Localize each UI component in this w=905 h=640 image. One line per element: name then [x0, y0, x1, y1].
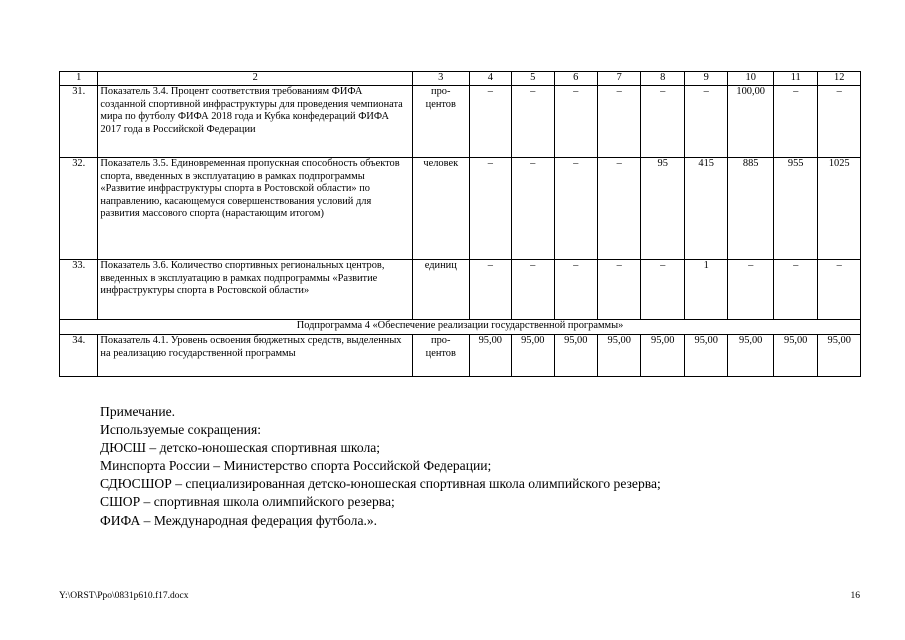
value-cell: – [512, 158, 554, 260]
table-row [60, 260, 861, 320]
value-cell: 95,00 [818, 335, 861, 377]
value-cell: – [554, 260, 597, 320]
unit-cell [412, 158, 469, 260]
indicator-description: Показатель 4.1. Уровень освоения бюджетных средств, выделенных на реализацию государственной программы [98, 335, 413, 377]
value-cell: – [469, 260, 511, 320]
value-cell: 95,00 [469, 335, 511, 377]
value-cell: 95,00 [598, 335, 641, 377]
table-header-row [60, 72, 861, 86]
unit-text: единиц [424, 260, 457, 271]
value-cell: 95,00 [728, 335, 774, 377]
unit-text: про- центов [425, 86, 456, 110]
header-cell: 3 [412, 72, 469, 86]
subprogram-row [60, 320, 861, 335]
header-cell: 4 [469, 72, 511, 86]
value-cell: 1 [684, 260, 727, 320]
page-number: 16 [850, 591, 860, 601]
row-number: 32. [60, 158, 98, 260]
abbreviation-item: Минспорта России – Министерство спорта Российской Федерации; [100, 458, 492, 474]
value-cell: 95,00 [512, 335, 554, 377]
indicator-description: Показатель 3.4. Процент соответствия требованиям ФИФА созданной спортивной инфраструктуры для проведения чемпионата мира по футболу ФИФА 2018 года и Кубка конфедераций ФИФА 2017 года в Российской Федерации [98, 86, 413, 158]
header-cell: 9 [684, 72, 727, 86]
header-cell: 7 [598, 72, 641, 86]
value-cell: – [598, 86, 641, 158]
header-cell: 1 [60, 72, 98, 86]
table-row [60, 158, 861, 260]
abbreviation-item: ФИФА – Международная федерация футбола.». [100, 512, 378, 528]
value-cell: – [554, 86, 597, 158]
value-cell: – [773, 86, 818, 158]
row-number: 31. [60, 86, 98, 158]
row-number: 33. [60, 260, 98, 320]
value-cell: – [728, 260, 774, 320]
value-cell: 415 [684, 158, 727, 260]
unit-cell [412, 335, 469, 377]
abbreviation-item: ДЮСШ – детско-юношеская спортивная школа; [100, 440, 381, 456]
value-cell: – [554, 158, 597, 260]
value-cell: – [469, 158, 511, 260]
notes-intro: Используемые сокращения: [100, 422, 261, 438]
header-cell: 6 [554, 72, 597, 86]
unit-text: человек [423, 158, 459, 169]
value-cell: 95 [641, 158, 684, 260]
header-cell: 5 [512, 72, 554, 86]
unit-cell [412, 86, 469, 158]
table-row [60, 335, 861, 377]
unit-text: про- центов [425, 335, 456, 359]
value-cell: – [773, 260, 818, 320]
notes-section [100, 403, 860, 530]
value-cell: 95,00 [641, 335, 684, 377]
header-cell: 2 [98, 72, 413, 86]
value-cell: – [598, 260, 641, 320]
value-cell: 1025 [818, 158, 861, 260]
value-cell: – [641, 260, 684, 320]
indicator-description: Показатель 3.6. Количество спортивных региональных центров, введенных в эксплуатацию в рамках подпрограммы «Развитие инфраструктуры спорта в Ростовской области» [98, 260, 413, 320]
unit-cell [412, 260, 469, 320]
value-cell: – [512, 86, 554, 158]
header-cell: 8 [641, 72, 684, 86]
value-cell: 885 [728, 158, 774, 260]
value-cell: – [684, 86, 727, 158]
value-cell: – [512, 260, 554, 320]
value-cell: – [598, 158, 641, 260]
value-cell: 95,00 [773, 335, 818, 377]
value-cell: 95,00 [684, 335, 727, 377]
abbreviation-item: СШОР – спортивная школа олимпийского резерва; [100, 494, 395, 510]
header-cell: 12 [818, 72, 861, 86]
row-number: 34. [60, 335, 98, 377]
header-cell: 10 [728, 72, 774, 86]
value-cell: 955 [773, 158, 818, 260]
value-cell: 100,00 [728, 86, 774, 158]
file-path: Y:\ORST\Ppo\0831p610.f17.docx [59, 591, 189, 601]
value-cell: – [818, 86, 861, 158]
header-cell: 11 [773, 72, 818, 86]
indicator-description: Показатель 3.5. Единовременная пропускная способность объектов спорта, введенных в эксплуатацию в рамках подпрограммы «Развитие инфраструктуры спорта в Ростовской области» по направлению, касающемуся совершенствования условий для развития массового спорта (нарастающим итогом) [98, 158, 413, 260]
abbreviation-item: СДЮСШОР – специализированная детско-юношеская спортивная школа олимпийского резерва; [100, 476, 661, 492]
subprogram-title: Подпрограмма 4 «Обеспечение реализации государственной программы» [60, 320, 861, 335]
notes-title: Примечание. [100, 404, 176, 419]
indicators-table [59, 71, 861, 377]
table-row [60, 86, 861, 158]
value-cell: – [641, 86, 684, 158]
value-cell: 95,00 [554, 335, 597, 377]
value-cell: – [818, 260, 861, 320]
value-cell: – [469, 86, 511, 158]
